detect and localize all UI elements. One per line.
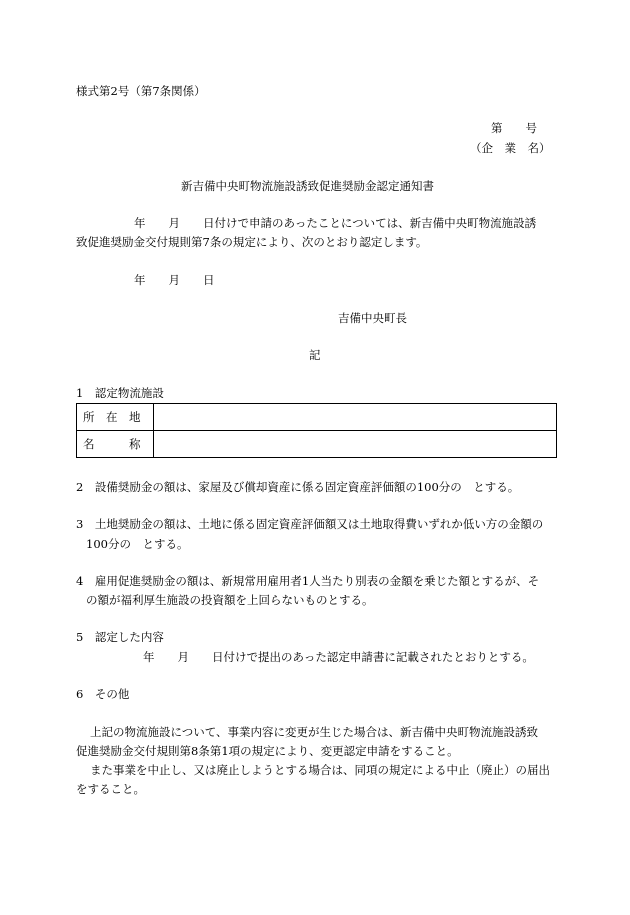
table-row	[77, 431, 557, 458]
company-name-placeholder: （企 業 名）	[470, 141, 551, 155]
section-3-line-1: 3 土地奨励金の額は、土地に係る固定資産評価額又は土地取得費いずれか低い方の金額の	[76, 517, 544, 531]
section-5-line-1: 年 月 日付けで提出のあった認定申請書に記載されたとおりとする。	[143, 650, 534, 664]
location-label: 所 在 地	[77, 404, 154, 431]
intro-line-2: 致促進奨励金交付規則第7条の規定により、次のとおり認定します。	[76, 235, 428, 249]
section-3-line-2: 100分の とする。	[86, 537, 189, 551]
name-label: 名 称	[77, 431, 154, 458]
section-6-paragraph-2-line-1: また事業を中止し、又は廃止しようとする場合は、同項の規定による中止（廃止）の届出	[90, 763, 550, 777]
location-value	[154, 404, 557, 431]
ki-heading: 記	[309, 348, 321, 362]
notice-date: 年 月 日	[134, 273, 215, 287]
name-value	[154, 431, 557, 458]
document-number: 第 号	[491, 121, 537, 135]
facility-table	[76, 403, 557, 458]
table-row	[77, 404, 557, 431]
section-4-line-2: の額が福利厚生施設の投資額を上回らないものとする。	[86, 593, 374, 607]
document-title: 新吉備中央町物流施設誘致促進奨励金認定通知書	[181, 179, 434, 193]
section-6-paragraph-2-line-2: をすること。	[76, 782, 145, 796]
section-1-heading: 1 認定物流施設	[76, 386, 164, 400]
section-6-paragraph-1-line-2: 促進奨励金交付規則第8条第1項の規定により、変更認定申請をすること。	[76, 744, 459, 758]
section-4-line-1: 4 雇用促進奨励金の額は、新規常用雇用者1人当たり別表の金額を乗じた額とするが、そ	[76, 574, 540, 588]
section-6-heading: 6 その他	[76, 687, 130, 701]
section-6-paragraph-1-line-1: 上記の物流施設について、事業内容に変更が生じた場合は、新吉備中央町物流施設誘致	[90, 725, 539, 739]
signatory: 吉備中央町長	[338, 311, 407, 325]
form-number: 様式第2号（第7条関係）	[76, 84, 206, 98]
section-5-heading: 5 認定した内容	[76, 630, 164, 644]
intro-line-1: 年 月 日付けで申請のあったことについては、新吉備中央町物流施設誘	[134, 216, 537, 230]
section-2: 2 設備奨励金の額は、家屋及び償却資産に係る固定資産評価額の100分の とする。	[76, 480, 520, 494]
